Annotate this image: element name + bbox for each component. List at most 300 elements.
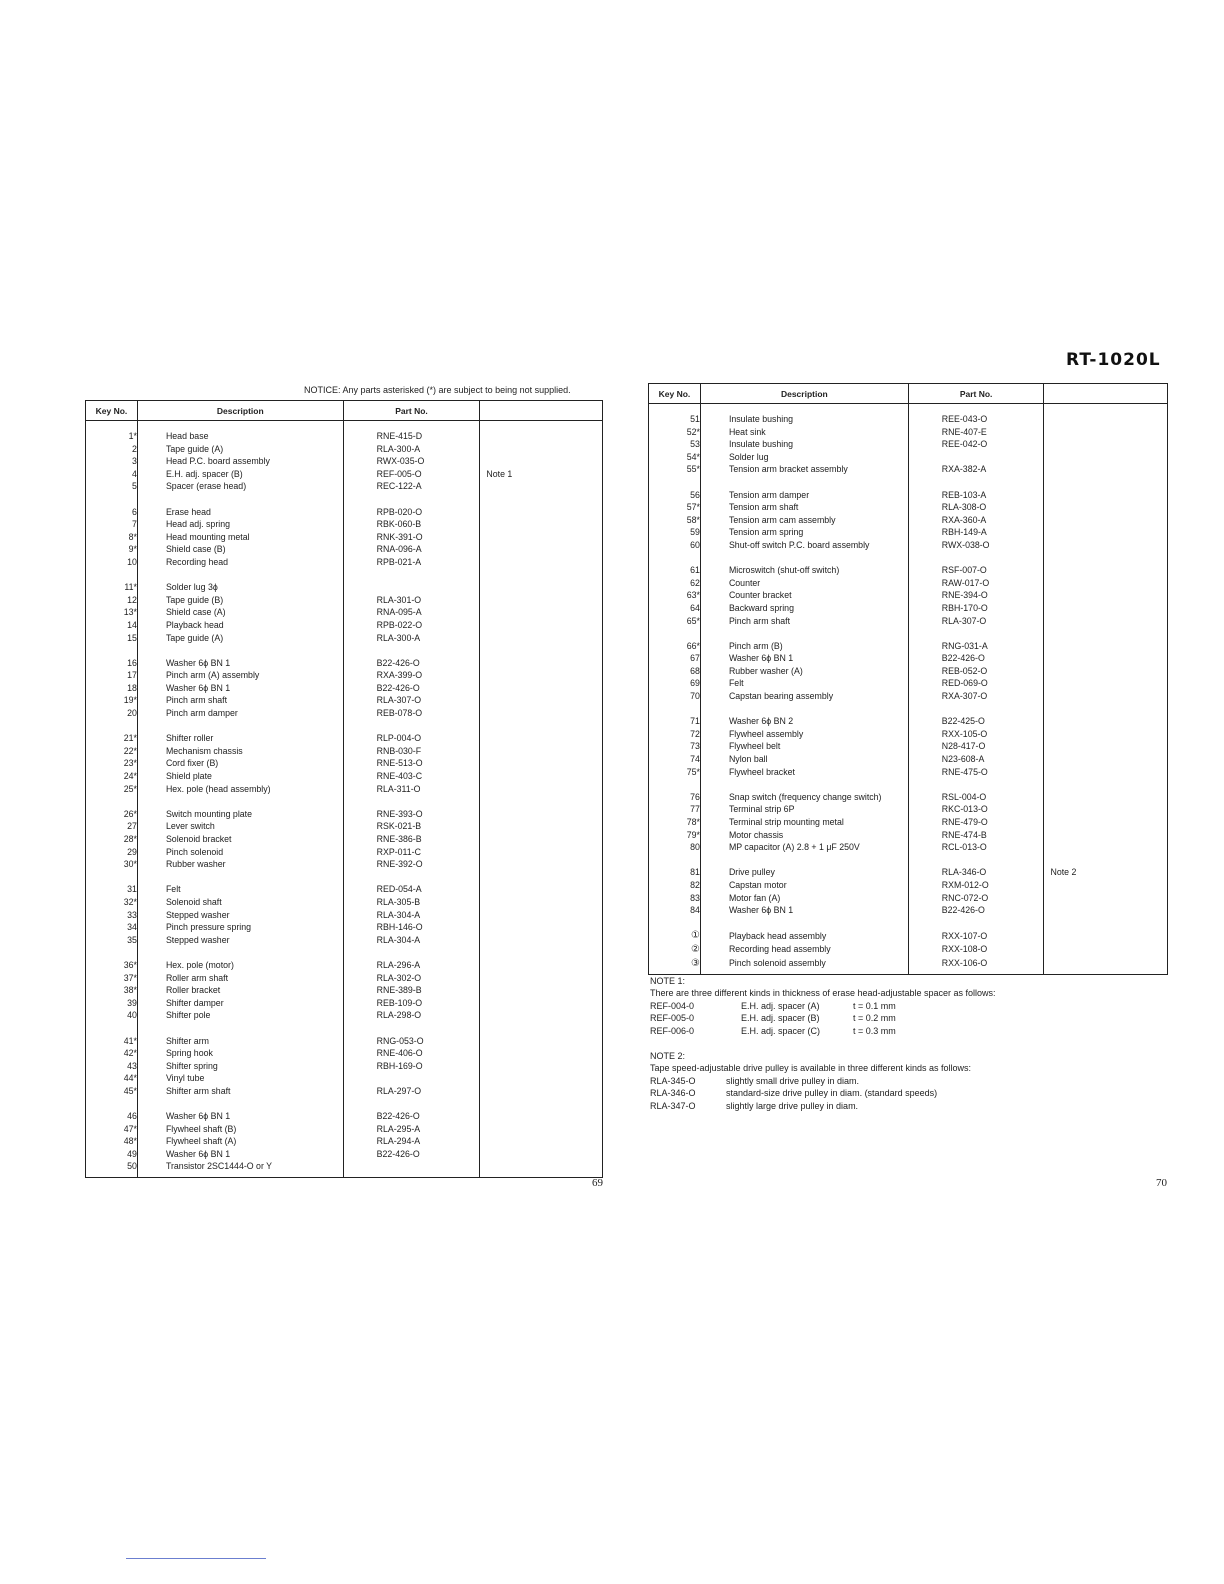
table-row <box>649 957 1168 971</box>
table-row <box>86 820 603 833</box>
table-row <box>86 783 603 796</box>
part-note <box>1044 766 1168 779</box>
key-number: 47* <box>86 1123 138 1136</box>
table-row <box>86 808 603 821</box>
part-description: Washer 6ϕ BN 1 <box>700 652 908 665</box>
part-note <box>1044 816 1168 829</box>
table-row <box>649 904 1168 917</box>
key-number: 4 <box>86 468 138 481</box>
part-description: Insulate bushing <box>700 413 908 426</box>
table-row <box>649 677 1168 690</box>
part-description: Tape guide (A) <box>137 632 343 645</box>
key-number: 17 <box>86 669 138 682</box>
key-number: 1* <box>86 430 138 443</box>
part-note <box>1044 904 1168 917</box>
key-number: 37* <box>86 972 138 985</box>
table-row <box>86 1072 603 1085</box>
part-note <box>1044 753 1168 766</box>
part-number: RNK-391-O <box>343 531 480 544</box>
key-number: 59 <box>649 526 701 539</box>
key-number: 21* <box>86 732 138 745</box>
note2-title: NOTE 2: <box>650 1051 686 1062</box>
table-row <box>86 1035 603 1048</box>
note1-value: t = 0.1 mm <box>853 1000 896 1011</box>
key-number: 45* <box>86 1085 138 1098</box>
key-number: 39 <box>86 997 138 1010</box>
part-note <box>1044 652 1168 665</box>
part-description: Shifter arm <box>137 1035 343 1048</box>
table-row <box>649 514 1168 527</box>
table-row <box>649 829 1168 842</box>
part-number: RXM-012-O <box>908 879 1044 892</box>
part-note <box>480 1148 603 1161</box>
part-note <box>480 480 603 493</box>
part-note <box>480 984 603 997</box>
part-description: Head P.C. board assembly <box>137 455 343 468</box>
part-number: RLA-302-O <box>343 972 480 985</box>
key-number: ① <box>649 929 701 943</box>
note1-code: REF-004-0 <box>650 1000 695 1011</box>
part-note <box>480 921 603 934</box>
table-row <box>86 694 603 707</box>
note2-row <box>650 1087 996 1099</box>
part-number: RLA-305-B <box>343 896 480 909</box>
part-description: Spring hook <box>137 1047 343 1060</box>
key-number: 76 <box>649 791 701 804</box>
part-note <box>480 846 603 859</box>
key-number: 11* <box>86 581 138 594</box>
table-row <box>86 757 603 770</box>
table-row <box>649 589 1168 602</box>
part-note <box>1044 957 1168 971</box>
table-row <box>86 934 603 947</box>
table-row <box>649 451 1168 464</box>
part-description: Pinch solenoid <box>137 846 343 859</box>
key-number: 43 <box>86 1060 138 1073</box>
parts-table-right <box>648 383 1168 975</box>
part-note <box>1044 577 1168 590</box>
part-number: RLA-300-A <box>343 632 480 645</box>
part-number: RNA-095-A <box>343 606 480 619</box>
part-number: B22-426-O <box>343 682 480 695</box>
part-note <box>480 682 603 695</box>
bottom-rule <box>126 1558 266 1559</box>
part-note <box>480 1072 603 1085</box>
key-number: 42* <box>86 1047 138 1060</box>
part-note <box>1044 677 1168 690</box>
table-row <box>86 745 603 758</box>
key-number: 22* <box>86 745 138 758</box>
part-description: Head base <box>137 430 343 443</box>
key-number: 44* <box>86 1072 138 1085</box>
key-number: 56 <box>649 489 701 502</box>
table-row <box>649 740 1168 753</box>
part-note <box>1044 879 1168 892</box>
part-note <box>480 934 603 947</box>
notice-text: NOTICE: Any parts asterisked (*) are subject to being not supplied. <box>304 385 571 395</box>
part-number: RLA-346-O <box>908 866 1044 879</box>
part-note <box>1044 943 1168 957</box>
table-row <box>86 455 603 468</box>
part-note <box>1044 829 1168 842</box>
key-number: 48* <box>86 1135 138 1148</box>
key-number: 2 <box>86 443 138 456</box>
model-title: RT-1020L <box>1066 350 1161 370</box>
part-note <box>480 506 603 519</box>
part-description: Flywheel shaft (B) <box>137 1123 343 1136</box>
part-description: Felt <box>700 677 908 690</box>
part-description: Pinch arm (B) <box>700 640 908 653</box>
part-number: RLA-308-O <box>908 501 1044 514</box>
key-number: 40 <box>86 1009 138 1022</box>
part-description: Recording head assembly <box>700 943 908 957</box>
table-row <box>86 1148 603 1161</box>
key-number: 74 <box>649 753 701 766</box>
part-note <box>1044 589 1168 602</box>
key-number: 60 <box>649 539 701 552</box>
table-row <box>86 959 603 972</box>
key-number: 61 <box>649 564 701 577</box>
part-note <box>1044 715 1168 728</box>
part-description: Pinch arm damper <box>137 707 343 720</box>
part-description: Solenoid bracket <box>137 833 343 846</box>
part-number: RBH-169-O <box>343 1060 480 1073</box>
part-note <box>480 883 603 896</box>
table-row <box>86 858 603 871</box>
key-number: 57* <box>649 501 701 514</box>
table-row <box>649 539 1168 552</box>
table-row <box>86 1110 603 1123</box>
part-note <box>1044 514 1168 527</box>
part-number: REB-052-O <box>908 665 1044 678</box>
key-number: 53 <box>649 438 701 451</box>
part-number: RLA-307-O <box>343 694 480 707</box>
part-number <box>343 581 480 594</box>
part-number: B22-426-O <box>908 652 1044 665</box>
table-row <box>86 909 603 922</box>
table-row <box>86 632 603 645</box>
part-description: Roller bracket <box>137 984 343 997</box>
part-description: Backward spring <box>700 602 908 615</box>
key-number: 25* <box>86 783 138 796</box>
part-number: REB-109-O <box>343 997 480 1010</box>
key-number: 58* <box>649 514 701 527</box>
part-description: Motor chassis <box>700 829 908 842</box>
note2-row <box>650 1075 996 1087</box>
part-description: Washer 6ϕ BN 1 <box>137 1110 343 1123</box>
part-number: REF-005-O <box>343 468 480 481</box>
table-row <box>86 606 603 619</box>
part-description: Insulate bushing <box>700 438 908 451</box>
table-row <box>649 753 1168 766</box>
table-row <box>86 430 603 443</box>
table-row <box>649 602 1168 615</box>
key-number: ③ <box>649 957 701 971</box>
part-note <box>1044 728 1168 741</box>
part-note <box>1044 526 1168 539</box>
part-description: Rubber washer <box>137 858 343 871</box>
part-description: Shifter damper <box>137 997 343 1010</box>
part-note <box>480 820 603 833</box>
part-note <box>1044 791 1168 804</box>
part-number: RNE-475-O <box>908 766 1044 779</box>
part-number: REB-103-A <box>908 489 1044 502</box>
part-description: Terminal strip mounting metal <box>700 816 908 829</box>
part-description: Hex. pole (motor) <box>137 959 343 972</box>
part-note <box>480 606 603 619</box>
part-description: Pinch arm (A) assembly <box>137 669 343 682</box>
part-number: RLA-307-O <box>908 615 1044 628</box>
table-row <box>649 438 1168 451</box>
table-row <box>86 732 603 745</box>
key-number: 30* <box>86 858 138 871</box>
part-note <box>480 455 603 468</box>
part-description: Shield plate <box>137 770 343 783</box>
part-number <box>343 1160 480 1173</box>
part-number: RED-069-O <box>908 677 1044 690</box>
part-number: RLA-304-A <box>343 934 480 947</box>
part-number: RXX-106-O <box>908 957 1044 971</box>
key-number: 46 <box>86 1110 138 1123</box>
table-row <box>86 531 603 544</box>
part-number: RXP-011-C <box>343 846 480 859</box>
part-description: Flywheel bracket <box>700 766 908 779</box>
key-number: ② <box>649 943 701 957</box>
table-row <box>86 896 603 909</box>
part-number: RNE-403-C <box>343 770 480 783</box>
key-number: 8* <box>86 531 138 544</box>
part-note <box>1044 438 1168 451</box>
note1-title: NOTE 1: <box>650 976 686 986</box>
part-description: Flywheel belt <box>700 740 908 753</box>
table-row <box>86 669 603 682</box>
part-note <box>1044 892 1168 905</box>
key-number: 65* <box>649 615 701 628</box>
table-row <box>86 1047 603 1060</box>
note2-desc: standard-size drive pulley in diam. (standard speeds) <box>726 1088 938 1099</box>
note1-desc: E.H. adj. spacer (A) <box>741 1000 820 1011</box>
part-note <box>1044 803 1168 816</box>
key-number: 24* <box>86 770 138 783</box>
part-note <box>480 732 603 745</box>
part-description: Playback head <box>137 619 343 632</box>
part-number: RNB-030-F <box>343 745 480 758</box>
note1-row <box>650 1025 996 1037</box>
part-description: Solder lug <box>700 451 908 464</box>
key-number: 70 <box>649 690 701 703</box>
table-row <box>649 463 1168 476</box>
part-number: RBH-149-A <box>908 526 1044 539</box>
part-note <box>480 430 603 443</box>
part-description: Rubber washer (A) <box>700 665 908 678</box>
part-note <box>480 833 603 846</box>
key-number: 51 <box>649 413 701 426</box>
part-description: Pinch solenoid assembly <box>700 957 908 971</box>
part-description: Tension arm cam assembly <box>700 514 908 527</box>
table-row <box>86 972 603 985</box>
part-note <box>480 808 603 821</box>
part-note <box>480 959 603 972</box>
part-description: Shield case (B) <box>137 543 343 556</box>
part-description: Erase head <box>137 506 343 519</box>
table-row <box>649 728 1168 741</box>
table-row <box>86 883 603 896</box>
part-description: Counter <box>700 577 908 590</box>
note1-row <box>650 1012 996 1024</box>
part-description: Flywheel assembly <box>700 728 908 741</box>
part-note: Note 2 <box>1050 867 1077 878</box>
part-note <box>480 1060 603 1073</box>
part-number: RNG-053-O <box>343 1035 480 1048</box>
part-number: RXA-360-A <box>908 514 1044 527</box>
part-number: RNE-474-B <box>908 829 1044 842</box>
key-number: 7 <box>86 518 138 531</box>
column-header-key: Key No. <box>86 401 138 421</box>
part-number: RBH-146-O <box>343 921 480 934</box>
note2-desc: slightly large drive pulley in diam. <box>726 1100 859 1111</box>
part-number: RSK-021-B <box>343 820 480 833</box>
part-number: RED-054-A <box>343 883 480 896</box>
key-number: 50 <box>86 1160 138 1173</box>
key-number: 68 <box>649 665 701 678</box>
parts-table-left <box>85 400 603 1178</box>
key-number: 19* <box>86 694 138 707</box>
table-row <box>86 543 603 556</box>
table-row <box>649 526 1168 539</box>
part-number: RNE-415-D <box>343 430 480 443</box>
table-row <box>86 921 603 934</box>
key-number: 75* <box>649 766 701 779</box>
table-row <box>649 413 1168 426</box>
column-header-description: Description <box>137 401 343 421</box>
part-number: RWX-035-O <box>343 455 480 468</box>
part-description: Shut-off switch P.C. board assembly <box>700 539 908 552</box>
part-note <box>1044 740 1168 753</box>
part-number: RLA-295-A <box>343 1123 480 1136</box>
part-description: Roller arm shaft <box>137 972 343 985</box>
part-number: RNE-386-B <box>343 833 480 846</box>
part-number: REB-078-O <box>343 707 480 720</box>
key-number: 35 <box>86 934 138 947</box>
part-number: RXA-307-O <box>908 690 1044 703</box>
part-number: RAW-017-O <box>908 577 1044 590</box>
key-number: 78* <box>649 816 701 829</box>
part-note <box>1044 426 1168 439</box>
part-note <box>1044 451 1168 464</box>
part-note <box>480 694 603 707</box>
part-number: RLP-004-O <box>343 732 480 745</box>
part-number: RPB-022-O <box>343 619 480 632</box>
part-description: Pinch arm shaft <box>700 615 908 628</box>
table-row <box>86 1135 603 1148</box>
key-number: 12 <box>86 594 138 607</box>
key-number: 69 <box>649 677 701 690</box>
part-note <box>480 518 603 531</box>
note1-desc: E.H. adj. spacer (C) <box>741 1025 821 1036</box>
part-description: Solder lug 3ϕ <box>137 581 343 594</box>
note2-code: RLA-347-O <box>650 1100 696 1111</box>
table-row <box>649 892 1168 905</box>
part-description: Hex. pole (head assembly) <box>137 783 343 796</box>
table-row <box>649 715 1168 728</box>
part-description: Tension arm damper <box>700 489 908 502</box>
part-description: Washer 6ϕ BN 1 <box>137 657 343 670</box>
key-number: 16 <box>86 657 138 670</box>
part-number: RSF-007-O <box>908 564 1044 577</box>
notes-section <box>650 975 996 1112</box>
note1-desc: E.H. adj. spacer (B) <box>741 1013 820 1024</box>
part-note <box>1044 690 1168 703</box>
part-description: Stepped washer <box>137 909 343 922</box>
part-note <box>480 972 603 985</box>
part-note <box>1044 841 1168 854</box>
part-description: Nylon ball <box>700 753 908 766</box>
part-number: RLA-304-A <box>343 909 480 922</box>
key-number: 5 <box>86 480 138 493</box>
table-row <box>86 1123 603 1136</box>
part-description: Shield case (A) <box>137 606 343 619</box>
table-row <box>86 480 603 493</box>
part-description: Washer 6ϕ BN 1 <box>137 1148 343 1161</box>
part-description: Snap switch (frequency change switch) <box>700 791 908 804</box>
key-number: 27 <box>86 820 138 833</box>
key-number: 28* <box>86 833 138 846</box>
key-number: 77 <box>649 803 701 816</box>
table-row <box>86 707 603 720</box>
part-number: RWX-038-O <box>908 539 1044 552</box>
table-row <box>649 426 1168 439</box>
part-description: Tension arm bracket assembly <box>700 463 908 476</box>
table-row <box>86 506 603 519</box>
note1-value: t = 0.2 mm <box>853 1013 896 1024</box>
part-number: RNA-096-A <box>343 543 480 556</box>
table-row <box>649 791 1168 804</box>
part-description: Shifter pole <box>137 1009 343 1022</box>
table-row <box>649 841 1168 854</box>
key-number: 10 <box>86 556 138 569</box>
key-number: 41* <box>86 1035 138 1048</box>
part-note <box>480 1085 603 1098</box>
part-description: Pinch arm shaft <box>137 694 343 707</box>
part-note <box>1044 665 1168 678</box>
part-number: RNE-513-O <box>343 757 480 770</box>
part-description: Heat sink <box>700 426 908 439</box>
part-note <box>480 632 603 645</box>
key-number: 64 <box>649 602 701 615</box>
table-row <box>649 803 1168 816</box>
part-note <box>480 858 603 871</box>
table-row <box>649 766 1168 779</box>
table-row <box>649 489 1168 502</box>
key-number: 71 <box>649 715 701 728</box>
part-number: RLA-298-O <box>343 1009 480 1022</box>
key-number: 67 <box>649 652 701 665</box>
part-number: RLA-297-O <box>343 1085 480 1098</box>
key-number: 33 <box>86 909 138 922</box>
part-description: Head adj. spring <box>137 518 343 531</box>
part-number: REE-043-O <box>908 413 1044 426</box>
key-number: 38* <box>86 984 138 997</box>
key-number: 29 <box>86 846 138 859</box>
part-description: Motor fan (A) <box>700 892 908 905</box>
part-number: RNE-407-E <box>908 426 1044 439</box>
part-note <box>480 783 603 796</box>
part-note <box>480 443 603 456</box>
part-number: RNE-479-O <box>908 816 1044 829</box>
part-number: RXX-108-O <box>908 943 1044 957</box>
table-row <box>649 577 1168 590</box>
part-note <box>1044 463 1168 476</box>
